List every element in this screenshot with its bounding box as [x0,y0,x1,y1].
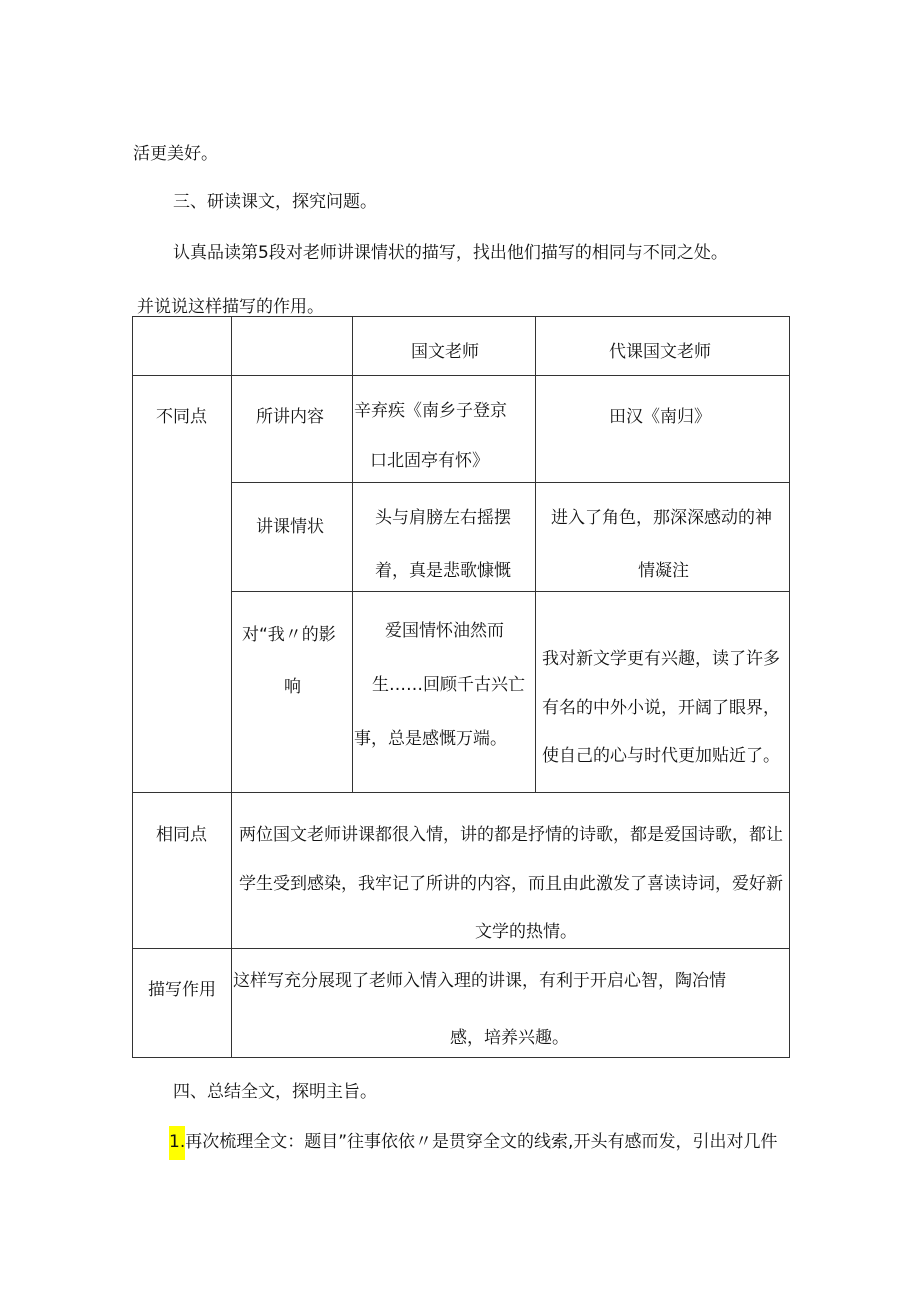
cell-line: 文学的热情。 [475,922,577,942]
table-cell [536,483,790,592]
table-row-label [133,949,232,1058]
cell-line: 头与肩膀左右摇摆 [375,508,511,528]
paragraph-text: 认真品读第5段对老师讲课情状的描写，找出他们描写的相同与不同之处。 [173,243,728,263]
row-label: 讲课情状 [256,517,324,537]
list-item-text: 再次梳理全文：题目”往事依依〃是贯穿全文的线索,开头有感而发，引出对几件 [185,1132,778,1152]
paragraph-text [169,1126,777,1160]
table-cell [232,949,790,1058]
table-header-empty [232,317,353,376]
table-row-label [133,376,232,793]
table-cell [232,793,790,949]
header-guowen-teacher: 国文老师 [411,342,479,362]
header-substitute-teacher: 代课国文老师 [609,342,711,362]
cell-line: 进入了角色，那深深感动的神 [551,508,772,528]
cell-line: 辛弃疾《南乡子登京 [354,401,507,421]
section-heading: 三、研读课文，探究问题。 [173,192,377,212]
table-cell [536,376,790,483]
table-cell [353,483,536,592]
table-cell [232,592,353,793]
cell-line: 有名的中外小说，开阔了眼界， [542,698,780,718]
cell-line: 使自己的心与时代更加贴近了。 [542,746,780,766]
comparison-table [132,316,790,1058]
table-row-label [133,793,232,949]
cell-line: 这样写充分展现了老师入情入理的讲课，有利于开启心智，陶冶情 [233,971,726,991]
diff-label: 不同点 [156,407,207,427]
paragraph-text: 并说说这样描写的作用。 [137,297,324,317]
cell-line: 爱国情怀油然而 [385,621,504,641]
table-cell [232,483,353,592]
cell-line: 事，总是感慨万端。 [354,729,507,749]
cell-line: 田汉《南归》 [609,407,711,427]
cell-line: 着，真是悲歌慷慨 [375,561,511,581]
cell-line: 学生受到感染，我牢记了所讲的内容，而且由此激发了喜读诗词，爱好新 [239,874,783,894]
cell-line: 生……回顾千古兴亡 [372,675,525,695]
table-cell [353,376,536,483]
list-number: 1. [169,1126,185,1160]
row-label: 对“我〃的影 [242,625,336,645]
cell-line: 感，培养兴趣。 [450,1028,569,1048]
cell-line: 情凝注 [638,561,689,581]
section-heading: 四、总结全文，探明主旨。 [173,1082,377,1102]
effect-label: 描写作用 [148,980,216,1000]
cell-line: 两位国文老师讲课都很入情，讲的都是抒情的诗歌，都是爱国诗歌，都让 [239,825,783,845]
table-cell [232,376,353,483]
row-label: 响 [284,677,301,697]
table-header-cell [536,317,790,376]
same-label: 相同点 [156,825,207,845]
row-label: 所讲内容 [256,407,324,427]
table-corner-cell [133,317,232,376]
table-cell [353,592,536,793]
paragraph-text: 活更美好。 [133,144,218,164]
table-header-cell [353,317,536,376]
cell-line: 口北固亭有怀》 [370,451,489,471]
table-cell [536,592,790,793]
cell-line: 我对新文学更有兴趣，读了许多 [542,649,780,669]
